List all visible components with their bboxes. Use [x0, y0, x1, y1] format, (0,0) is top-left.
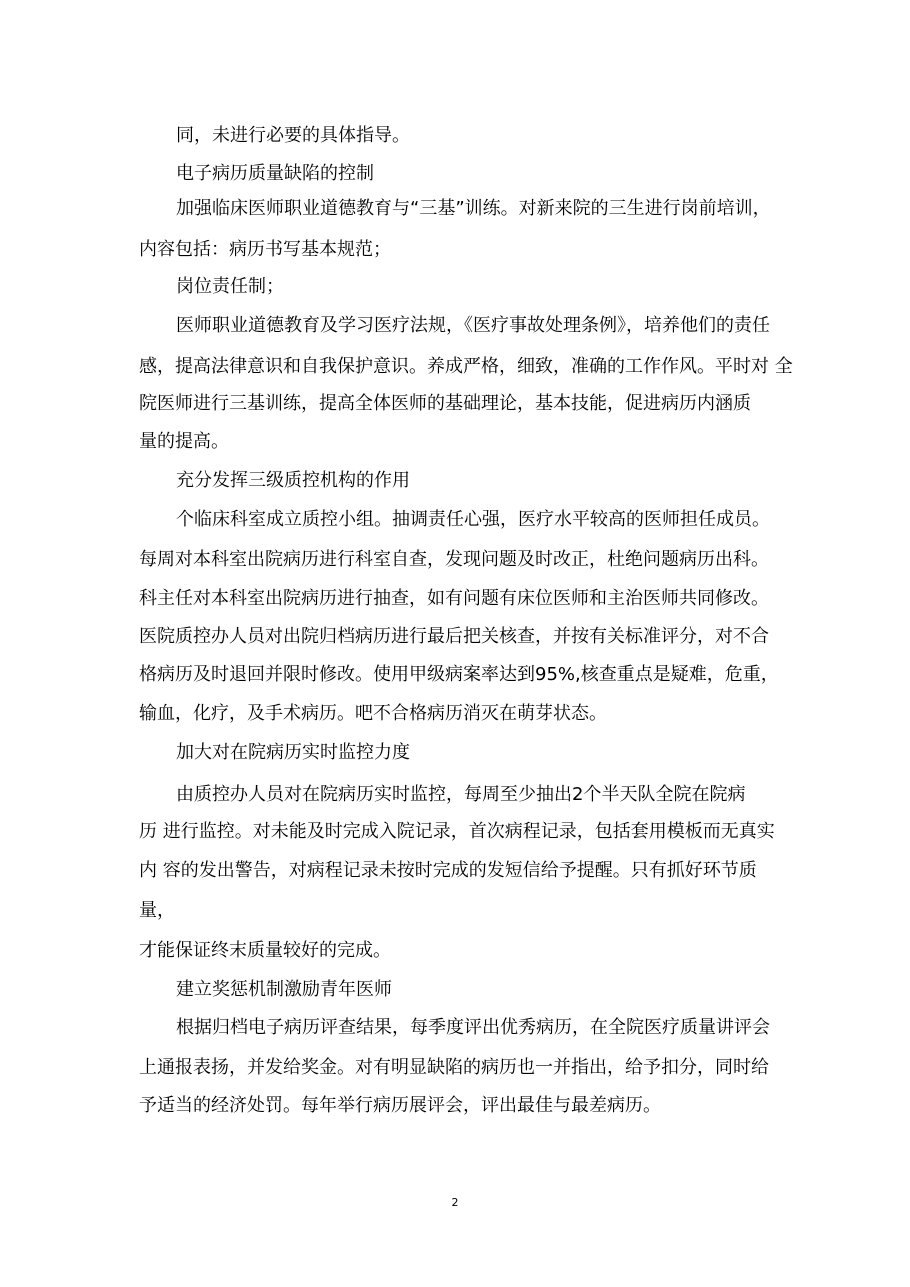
text-line: 根据归档电子病历评查结果，每季度评出优秀病历，在全院医疗质量讲评会	[176, 1017, 770, 1038]
text-line: 每周对本科室出院病历进行科室自查，发现问题及时改正，杜绝问题病历出科。	[139, 549, 769, 570]
text-line: 个临床科室成立质控小组。抽调责任心强，医疗水平较高的医师担任成员。	[176, 509, 770, 530]
text-line: 院医师进行三基训练，提高全体医师的基础理论，基本技能，促进病历内涵质	[139, 393, 751, 414]
text-line: 予适当的经济处罚。每年举行病历展评会，评出最佳与最差病历。	[139, 1095, 661, 1116]
text-line: 历 进行监控。对未能及时完成入院记录，首次病程记录，包括套用模板而无真实	[139, 821, 775, 842]
text-line: 同，未进行必要的具体指导。	[176, 125, 410, 146]
text-line: 内容包括：病历书写基本规范；	[139, 239, 391, 260]
text-line: 科主任对本科室出院病历进行抽查，如有问题有床位医师和主治医师共同修改。	[139, 588, 769, 609]
text-line: 加强临床医师职业道德教育与“三基”训练。对新来院的三生进行岗前培训，	[176, 198, 771, 219]
section-heading: 加大对在院病历实时监控力度	[176, 742, 410, 763]
section-heading: 电子病历质量缺陷的控制	[176, 163, 374, 184]
text-line: 格病历及时退回并限时修改。使用甲级病案率达到95%,核查重点是疑难，危重，	[139, 664, 779, 685]
text-line: 量的提高。	[139, 431, 229, 452]
text-line: 医师职业道德教育及学习医疗法规，《医疗事故处理条例》，培养他们的责任	[176, 315, 770, 336]
text-line: 岗位责任制；	[176, 276, 284, 297]
text-line: 感，提高法律意识和自我保护意识。养成严格，细致，准确的工作作风。平时对 全	[139, 356, 793, 377]
text-line: 内 容的发出警告，对病程记录未按时完成的发短信给予提醒。只有抓好环节质	[139, 860, 757, 881]
text-line: 输血，化疗，及手术病历。吧不合格病历消灭在萌芽状态。	[139, 703, 607, 724]
section-heading: 充分发挥三级质控机构的作用	[176, 470, 410, 491]
text-line: 量，	[139, 900, 175, 921]
text-line: 上通报表扬，并发给奖金。对有明显缺陷的病历也一并指出，给予扣分，同时给	[139, 1057, 769, 1078]
text-line: 才能保证终末质量较好的完成。	[139, 940, 391, 961]
text-line: 医院质控办人员对出院归档病历进行最后把关核查，并按有关标准评分，对不合	[139, 626, 769, 647]
section-heading: 建立奖惩机制激励青年医师	[176, 979, 392, 1000]
page-number: 2	[451, 1196, 459, 1209]
text-line: 由质控办人员对在院病历实时监控，每周至少抽出2个半天队全院在院病	[176, 784, 746, 805]
